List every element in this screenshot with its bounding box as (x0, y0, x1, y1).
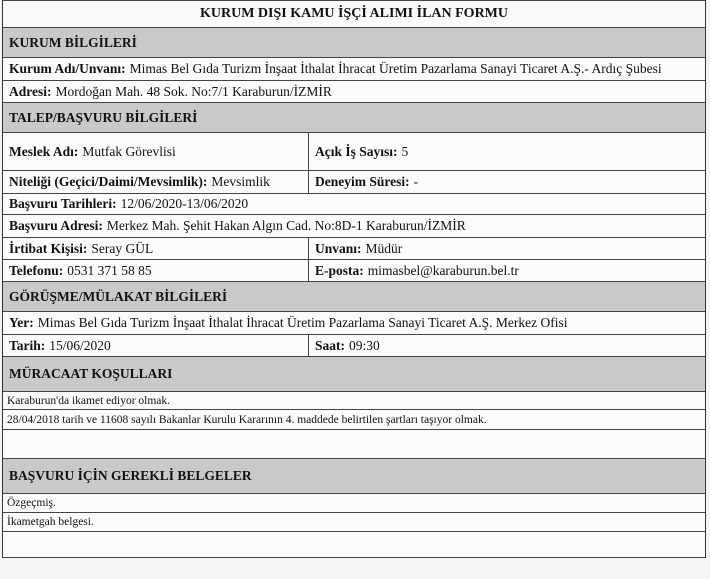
telefon-cell (9, 260, 309, 281)
kurum-adres-row (3, 81, 705, 103)
belge-item: Özgeçmiş. (3, 494, 705, 513)
unvan-label: Unvanı: (315, 240, 362, 256)
telefon-label: Telefonu: (9, 262, 64, 278)
section-kurum: KURUM BİLGİLERİ (3, 28, 705, 58)
section-talep: TALEP/BAŞVURU BİLGİLERİ (3, 103, 705, 133)
nitelik-row (3, 171, 705, 194)
nitelik-value: Mevsimlik (211, 174, 270, 189)
gorusme-tarih-cell (9, 335, 309, 356)
eposta-label: E-posta: (315, 262, 364, 278)
meslek-cell (9, 133, 309, 170)
basvuru-tarih-row (3, 194, 705, 215)
basvuru-adres-value: Merkez Mah. Şehit Hakan Algın Cad. No:8D-1 Karaburun/İZMİR (106, 218, 466, 233)
basvuru-adres-label: Başvuru Adresi: (9, 218, 103, 233)
meslek-label: Meslek Adı: (9, 143, 79, 159)
unvan-value: Müdür (365, 240, 403, 256)
acik-is-cell (309, 133, 408, 170)
gorusme-yer-value: Mimas Bel Gıda Turizm İnşaat İthalat İhracat Üretim Pazarlama Sanayi Ticaret A.Ş. Merkez Ofisi (37, 315, 568, 330)
acik-is-value: 5 (401, 143, 409, 159)
kurum-adi-value: Mimas Bel Gıda Turizm İnşaat İthalat İhracat Üretim Pazarlama Sanayi Ticaret A.Ş.- Ardıç Şubesi (129, 61, 662, 76)
eposta-cell (309, 260, 519, 281)
saat-value: 09:30 (349, 337, 380, 353)
job-posting-form (2, 0, 706, 558)
meslek-row (3, 133, 705, 171)
nitelik-label: Niteliği (Geçici/Daimi/Mevsimlik): (9, 174, 208, 189)
nitelik-cell (9, 171, 309, 193)
basvuru-adres-row (3, 215, 705, 238)
basvuru-tarih-value: 12/06/2020-13/06/2020 (120, 196, 249, 211)
saat-label: Saat: (315, 337, 345, 353)
basvuru-tarih-label: Başvuru Tarihleri: (9, 196, 117, 211)
gorusme-yer-label: Yer: (9, 315, 34, 330)
gorusme-tarih-value: 15/06/2020 (49, 337, 111, 353)
blank-row (3, 430, 705, 459)
belge-item: İkametgah belgesi. (3, 513, 705, 532)
gorusme-tarih-row (3, 335, 705, 357)
irtibat-label: İrtibat Kişisi: (9, 240, 88, 256)
muracaat-item: Karaburun'da ikamet ediyor olmak. (3, 392, 705, 410)
muracaat-item: 28/04/2018 tarih ve 11608 sayılı Bakanlar Kurulu Kararının 4. maddede belirtilen şartları taşıyor olmak. (3, 410, 705, 430)
kurum-adi-label: Kurum Adı/Unvanı: (9, 61, 126, 76)
telefon-value: 0531 371 58 85 (67, 262, 152, 278)
kurum-adi-row (3, 58, 705, 81)
unvan-cell (309, 238, 402, 259)
irtibat-row (3, 238, 705, 260)
telefon-row (3, 260, 705, 282)
irtibat-value: Seray GÜL (91, 240, 154, 256)
section-belgeler: BAŞVURU İÇİN GEREKLİ BELGELER (3, 459, 705, 494)
kurum-adres-value: Mordoğan Mah. 48 Sok. No:7/1 Karaburun/İZMİR (55, 83, 332, 99)
section-gorusme: GÖRÜŞME/MÜLAKAT BİLGİLERİ (3, 282, 705, 312)
eposta-value: mimasbel@karaburun.bel.tr (367, 262, 519, 278)
section-muracaat: MÜRACAAT KOŞULLARI (3, 357, 705, 392)
gorusme-tarih-label: Tarih: (9, 337, 46, 353)
form-title: KURUM DIŞI KAMU İŞÇİ ALIMI İLAN FORMU (3, 0, 705, 28)
deneyim-value: - (413, 174, 419, 189)
blank-row (3, 532, 705, 558)
saat-cell (309, 335, 380, 356)
kurum-adres-label: Adresi: (9, 83, 52, 99)
acik-is-label: Açık İş Sayısı: (315, 143, 398, 159)
deneyim-cell (309, 171, 418, 193)
gorusme-yer-row (3, 312, 705, 335)
deneyim-label: Deneyim Süresi: (315, 174, 410, 189)
meslek-value: Mutfak Görevlisi (82, 143, 176, 159)
irtibat-cell (9, 238, 309, 259)
